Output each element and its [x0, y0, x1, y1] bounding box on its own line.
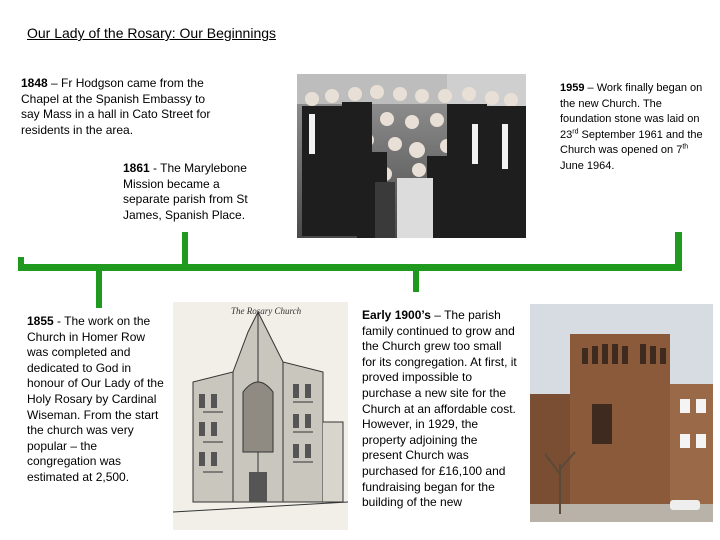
timeline-tick-1959	[675, 232, 682, 267]
event-year: 1848	[21, 76, 48, 90]
event-year: 1959	[560, 82, 585, 94]
event-1855	[27, 314, 167, 486]
church-sketch	[173, 302, 348, 530]
event-year: 1855	[27, 314, 54, 328]
timeline-bar	[18, 264, 682, 271]
group-photo	[297, 74, 526, 238]
event-1959	[560, 81, 710, 175]
event-early-1900s	[362, 308, 518, 511]
event-text-part: June 1964.	[560, 159, 615, 172]
modern-church-photo-image	[530, 304, 713, 522]
event-text: – The parish family continued to grow and the Church grew too small for its congregation. At first, it proved impossible to purchase a new site for the Church at an affordable cost. However, in 1929, the property adjoining the present Church was purchased for £16,100 and fundraising began for the building of the new	[362, 308, 517, 510]
event-text: - The work on the Church in Homer Row was completed and dedicated to God in honour of Our Lady of the Holy Rosary by Cardinal Wiseman. From the start the church was very popular – the congregation was estimated at 2,500.	[27, 314, 164, 484]
timeline-tick-1855	[96, 270, 102, 308]
event-year: 1861	[123, 161, 150, 175]
church-sketch-image	[173, 302, 348, 530]
ordinal-suffix: th	[682, 143, 689, 151]
event-text-part: – Work finally began on the new Church. The foundation stone was laid on 23	[560, 82, 703, 141]
group-photo-image	[297, 74, 526, 238]
event-text-part: September 1961 and the Church was opened on 7	[560, 128, 703, 157]
timeline-tick-1861	[182, 232, 188, 267]
event-text: – Fr Hodgson came from the Chapel at the Spanish Embassy to say Mass in a hall in Cato Street for residents in the area.	[21, 76, 211, 137]
sketch-caption: The Rosary Church	[231, 306, 302, 316]
page-title: Our Lady of the Rosary: Our Beginnings	[27, 25, 277, 41]
event-1861	[123, 161, 263, 223]
timeline-tick-1900	[413, 270, 419, 292]
timeline-tick-left-end	[18, 257, 24, 271]
modern-church-photo	[530, 304, 713, 522]
ordinal-suffix: rd	[572, 128, 579, 136]
event-year: Early 1900’s	[362, 308, 431, 322]
event-text: - The Marylebone Mission became a separate parish from St James, Spanish Place.	[123, 161, 248, 222]
event-1848	[21, 76, 211, 138]
